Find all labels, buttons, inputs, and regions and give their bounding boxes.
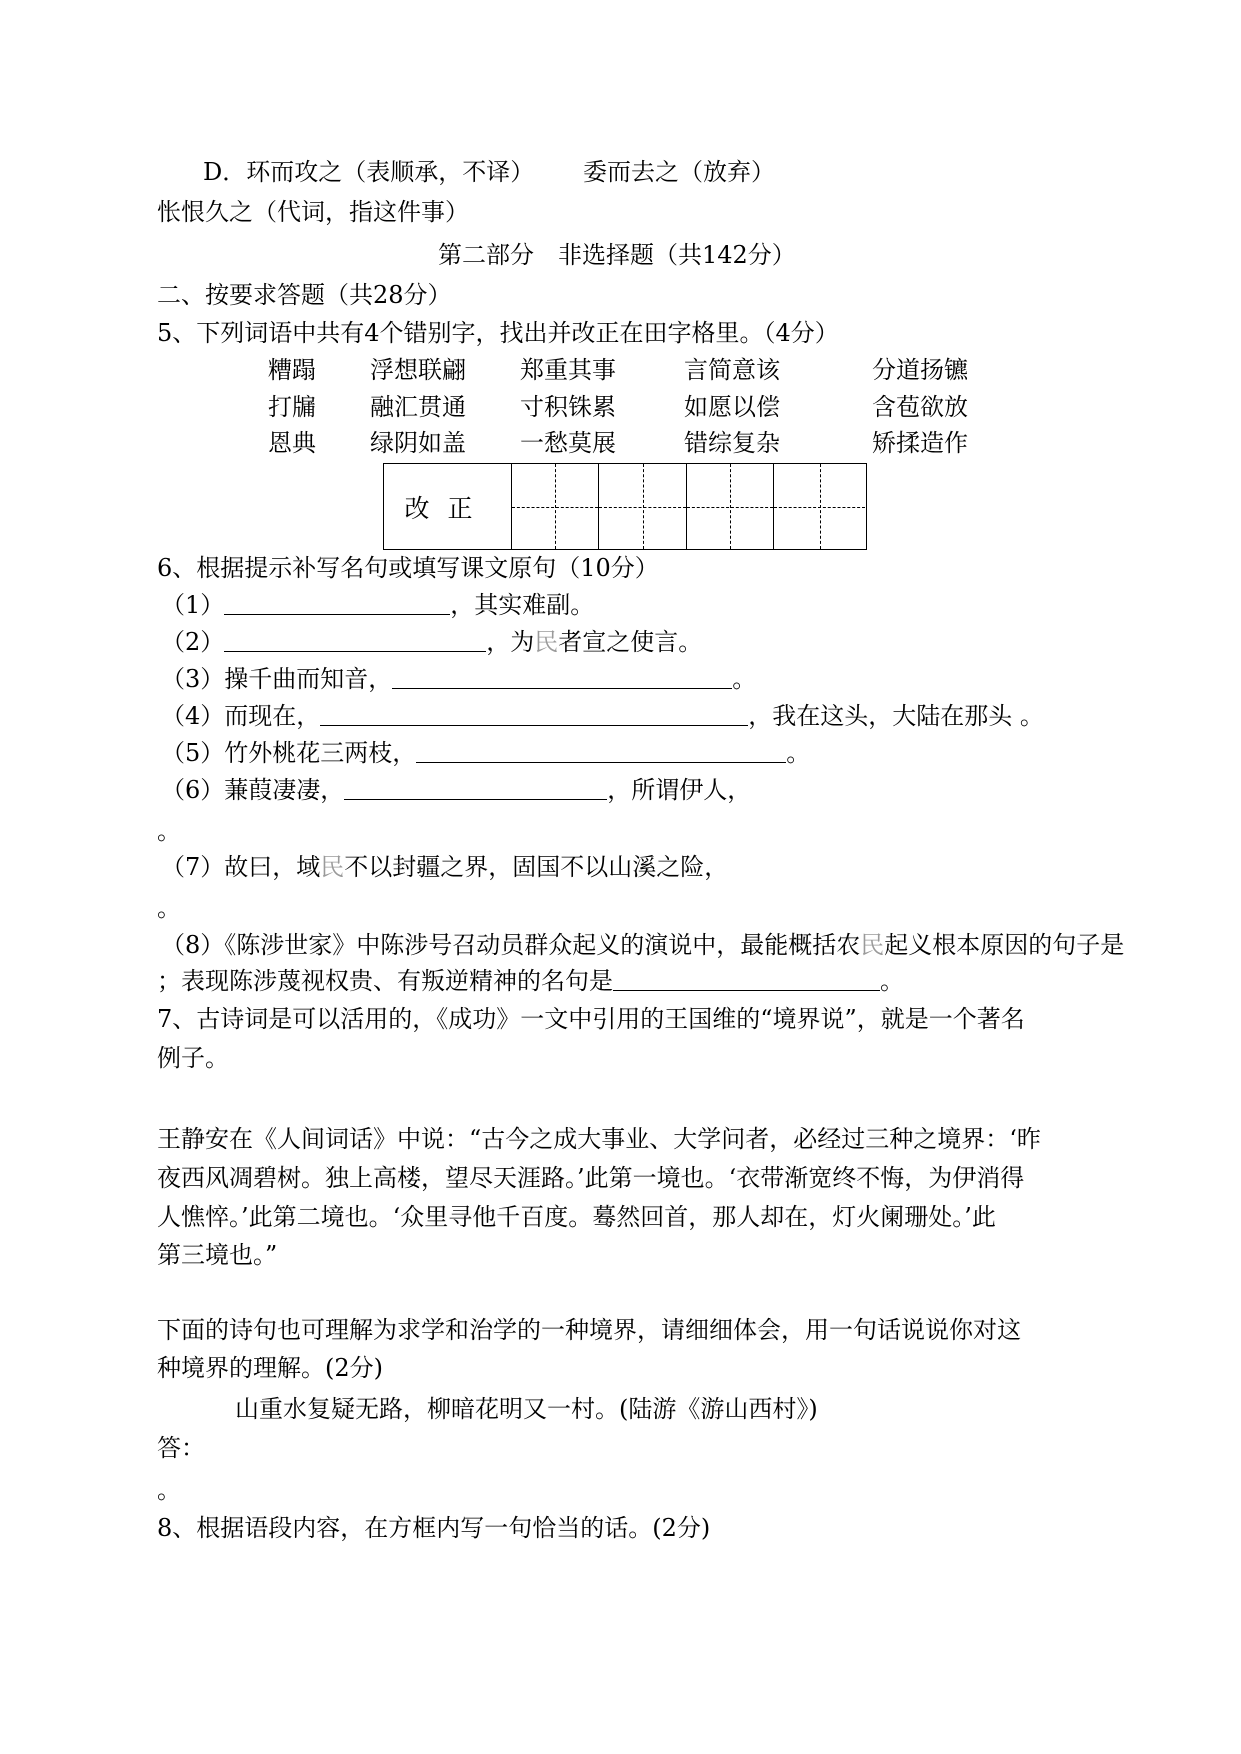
- q7-poem: 山重水复疑无路，柳暗花明又一村。(陆游《游山西村》): [235, 1395, 818, 1423]
- grid-cell[interactable]: [512, 464, 599, 549]
- q5-word: 错综复杂: [684, 429, 780, 457]
- fill-blank[interactable]: [224, 592, 450, 615]
- q6-item-8-line2: ；表现陈涉蔑视权贵、有叛逆精神的名句是 。: [157, 967, 904, 995]
- grid-cell[interactable]: [774, 464, 865, 549]
- q6-item-3: （3）操千曲而知音， 。: [161, 665, 757, 693]
- fill-blank[interactable]: [344, 777, 607, 800]
- fill-blank[interactable]: [224, 629, 486, 652]
- q6-stem: 6、根据提示补写名句或填写课文原句（10分）: [157, 554, 659, 582]
- q7-quote-line3: 人憔悴。’此第二境也。‘众里寻他千百度。蓦然回首，那人却在，灯火阑珊处。’此: [157, 1203, 996, 1231]
- q5-word: 打牖: [268, 393, 316, 421]
- q6-item-1: （1） ，其实难副。: [161, 591, 595, 619]
- q5-word: 恩典: [268, 429, 316, 457]
- fill-blank[interactable]: [613, 968, 880, 991]
- q5-word: 如愿以偿: [684, 393, 780, 421]
- q6-item-2: （2） ，为民者宣之使言。: [161, 628, 703, 656]
- q5-word: 言简意该: [684, 356, 780, 384]
- q5-word: 糟蹋: [268, 356, 316, 384]
- grid-cell[interactable]: [687, 464, 774, 549]
- q5-stem: 5、下列词语中共有4个错别字，找出并改正在田字格里。（4分）: [157, 319, 839, 347]
- q6-item-7-end: 。: [157, 894, 181, 922]
- q6-item-6: （6）蒹葭凄凄， ，所谓伊人，: [161, 776, 752, 804]
- grid-cell[interactable]: [599, 464, 687, 549]
- option-d-text2: 委而去之（放弃）: [583, 158, 775, 186]
- correction-grid: [383, 463, 867, 550]
- q7-answer-label: 答：: [157, 1434, 205, 1462]
- option-d-text3: 怅恨久之（代词，指这件事）: [157, 198, 469, 226]
- section-title: 第二部分 非选择题（共142分）: [438, 241, 796, 269]
- option-d-text1: 环而攻之（表顺承，不译）: [246, 158, 535, 186]
- q8-stem: 8、根据语段内容，在方框内写一句恰当的话。(2分): [157, 1514, 711, 1542]
- fill-blank[interactable]: [392, 666, 732, 689]
- q6-item-4: （4）而现在， ，我在这头，大陆在那头 。: [161, 702, 1044, 730]
- q7-task-line2: 种境界的理解。(2分): [157, 1354, 383, 1382]
- q6-item-6-end: 。: [157, 817, 181, 845]
- q5-word: 矫揉造作: [872, 429, 968, 457]
- q6-item-8: （8）《陈涉世家》中陈涉号召动员群众起义的演说中，最能概括农民起义根本原因的句子是: [161, 931, 1125, 959]
- q5-word: 寸积铢累: [520, 393, 616, 421]
- q7-stem-line2: 例子。: [157, 1044, 229, 1072]
- q7-answer-end: 。: [157, 1476, 181, 1504]
- correction-grid-label: 改正: [384, 464, 512, 549]
- q6-item-5: （5）竹外桃花三两枝， 。: [161, 739, 811, 767]
- q5-word: 郑重其事: [520, 356, 616, 384]
- q5-word: 融汇贯通: [370, 393, 466, 421]
- q5-word: 绿阴如盖: [370, 429, 466, 457]
- part-title: 二、按要求答题（共28分）: [157, 281, 452, 309]
- fill-blank[interactable]: [320, 703, 748, 726]
- q7-quote-line4: 第三境也。”: [157, 1241, 278, 1269]
- q5-word: 浮想联翩: [370, 356, 466, 384]
- q5-word: 分道扬镳: [872, 356, 968, 384]
- q7-quote-line1: 王静安在《人间词话》中说：“古今之成大事业、大学问者，必经过三种之境界：‘昨: [157, 1125, 1041, 1153]
- q5-word: 一愁莫展: [520, 429, 616, 457]
- q7-task-line1: 下面的诗句也可理解为求学和治学的一种境界，请细细体会，用一句话说说你对这: [157, 1316, 1021, 1344]
- option-d-prefix: D．: [203, 158, 247, 186]
- fill-blank[interactable]: [416, 740, 786, 763]
- q5-word: 含苞欲放: [872, 393, 968, 421]
- q7-quote-line2: 夜西风凋碧树。独上高楼，望尽天涯路。’此第一境也。‘衣带渐宽终不悔，为伊消得: [157, 1164, 1025, 1192]
- q6-item-7: （7）故曰，域民不以封疆之界，固国不以山溪之险，: [161, 853, 729, 881]
- option-d-line: [203, 157, 534, 187]
- q7-stem-line1: 7、古诗词是可以活用的，《成功》一文中引用的王国维的“境界说”，就是一个著名: [157, 1005, 1025, 1033]
